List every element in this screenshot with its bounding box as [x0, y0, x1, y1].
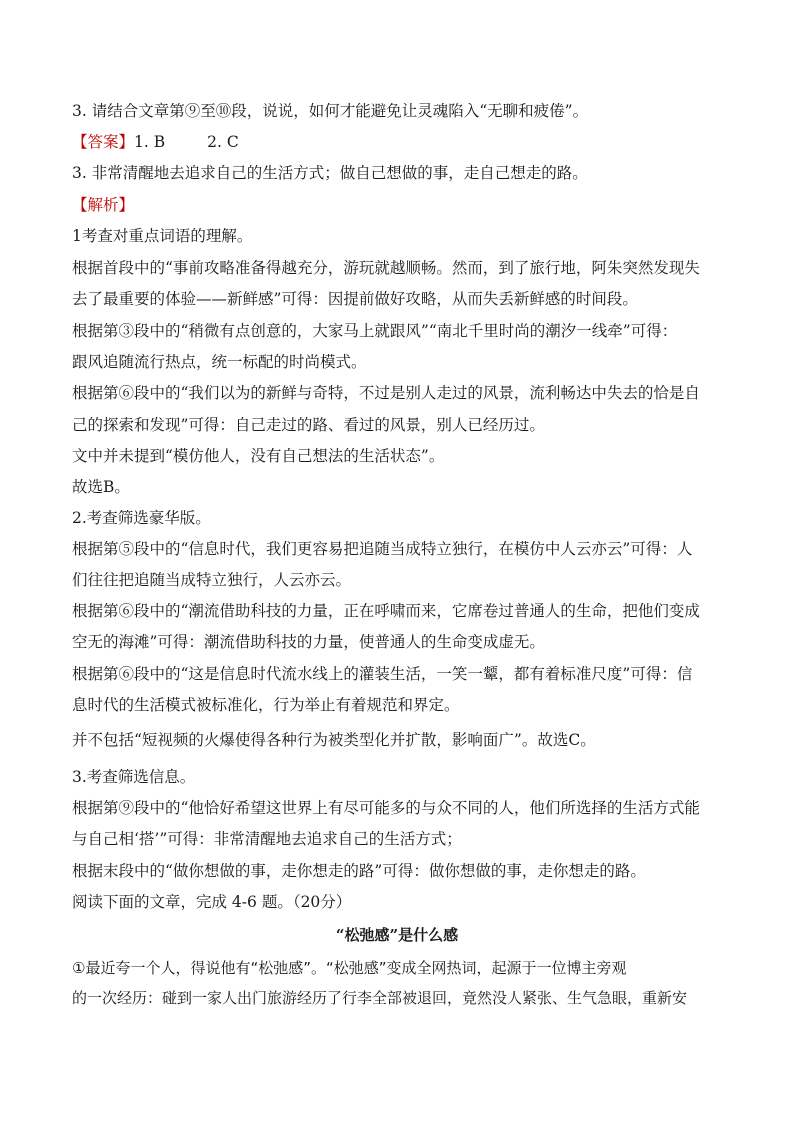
- analysis-line: 们往往把追随当成特立独行，人云亦云。: [72, 571, 352, 589]
- analysis-line: 根据第⑥段中的“我们以为的新鲜与奇特，不过是别人走过的风景，流利畅达中失去的恰是自: [72, 384, 700, 402]
- article-line: ①最近夸一个人，得说他有“松弛感”。“松弛感”变成全网热词，起源于一位博主旁观: [72, 959, 627, 977]
- analysis-line: 并不包括“短视频的火爆使得各种行为被类型化并扩散，影响面广”。故选C。: [72, 731, 596, 749]
- analysis-line: 跟风追随流行热点，统一标配的时尚模式。: [72, 353, 367, 371]
- analysis-line: 2.考查筛选豪华版。: [72, 509, 211, 527]
- analysis-line: 空无的海滩”可得：潮流借助科技的力量，使普通人的生命变成虚无。: [72, 633, 545, 651]
- analysis-line: 根据第⑨段中的“他恰好希望这世界上有尽可能多的与众不同的人，他们所选择的生活方式能: [72, 799, 700, 817]
- analysis-line: 故选B。: [72, 478, 130, 496]
- answer-3: 3. 非常清醒地去追求自己的生活方式；做自己想做的事，走自己想走的路。: [72, 164, 588, 182]
- answer-1: 1. B: [134, 133, 166, 151]
- answer-2: 2. C: [207, 133, 239, 151]
- analysis-line: 己的探索和发现”可得：自己走过的路、看过的风景，别人已经历过。: [72, 416, 545, 434]
- article-title: “松弛感”是什么感: [335, 926, 459, 944]
- analysis-line: 根据第⑥段中的“潮流借助科技的力量，正在呼啸而来，它席卷过普通人的生命，把他们变成: [72, 602, 700, 620]
- analysis-line: 根据首段中的“事前攻略准备得越充分，游玩就越顺畅。然而，到了旅行地，阿朱突然发现失: [72, 259, 700, 277]
- analysis-line: 1考查对重点词语的理解。: [72, 227, 253, 245]
- analysis-line: 根据第⑤段中的“信息时代，我们更容易把追随当成特立独行，在模仿中人云亦云”可得：人: [72, 540, 693, 558]
- article-line: 的一次经历：碰到一家人出门旅游经历了行李全部被退回，竟然没人紧张、生气急眼，重新安: [72, 989, 688, 1007]
- analysis-line: 去了最重要的体验——新鲜感”可得：因提前做好攻略，从而失丢新鲜感的时间段。: [72, 290, 638, 308]
- analysis-label: 【解析】: [72, 196, 135, 214]
- analysis-line: 息时代的生活模式被标准化，行为举止有着规范和界定。: [72, 696, 460, 714]
- analysis-line: 根据第③段中的“稍微有点创意的，大家马上就跟风”“南北千里时尚的潮汐一线牵”可得：: [72, 322, 678, 340]
- analysis-line: 根据第⑥段中的“这是信息时代流水线上的灌装生活，一笑一颦，都有着标准尺度”可得：信: [72, 665, 693, 683]
- analysis-line: 与自己相‘搭’”可得：非常清醒地去追求自己的生活方式；: [72, 830, 462, 848]
- analysis-line: 3.考查筛选信息。: [72, 768, 196, 786]
- analysis-line: 文中并未提到“模仿他人，没有自己想法的生活状态”。: [72, 447, 445, 465]
- reading-instruction: 阅读下面的文章，完成 4-6 题。（20分）: [72, 893, 352, 911]
- answer-label: 【答案】: [72, 133, 135, 151]
- analysis-line: 根据末段中的“做你想做的事，走你想走的路”可得：做你想做的事，走你想走的路。: [72, 862, 646, 880]
- answer-line: [72, 132, 239, 152]
- question-3: 3. 请结合文章第⑨至⑩段，说说，如何才能避免让灵魂陷入“无聊和疲倦”。: [72, 102, 589, 120]
